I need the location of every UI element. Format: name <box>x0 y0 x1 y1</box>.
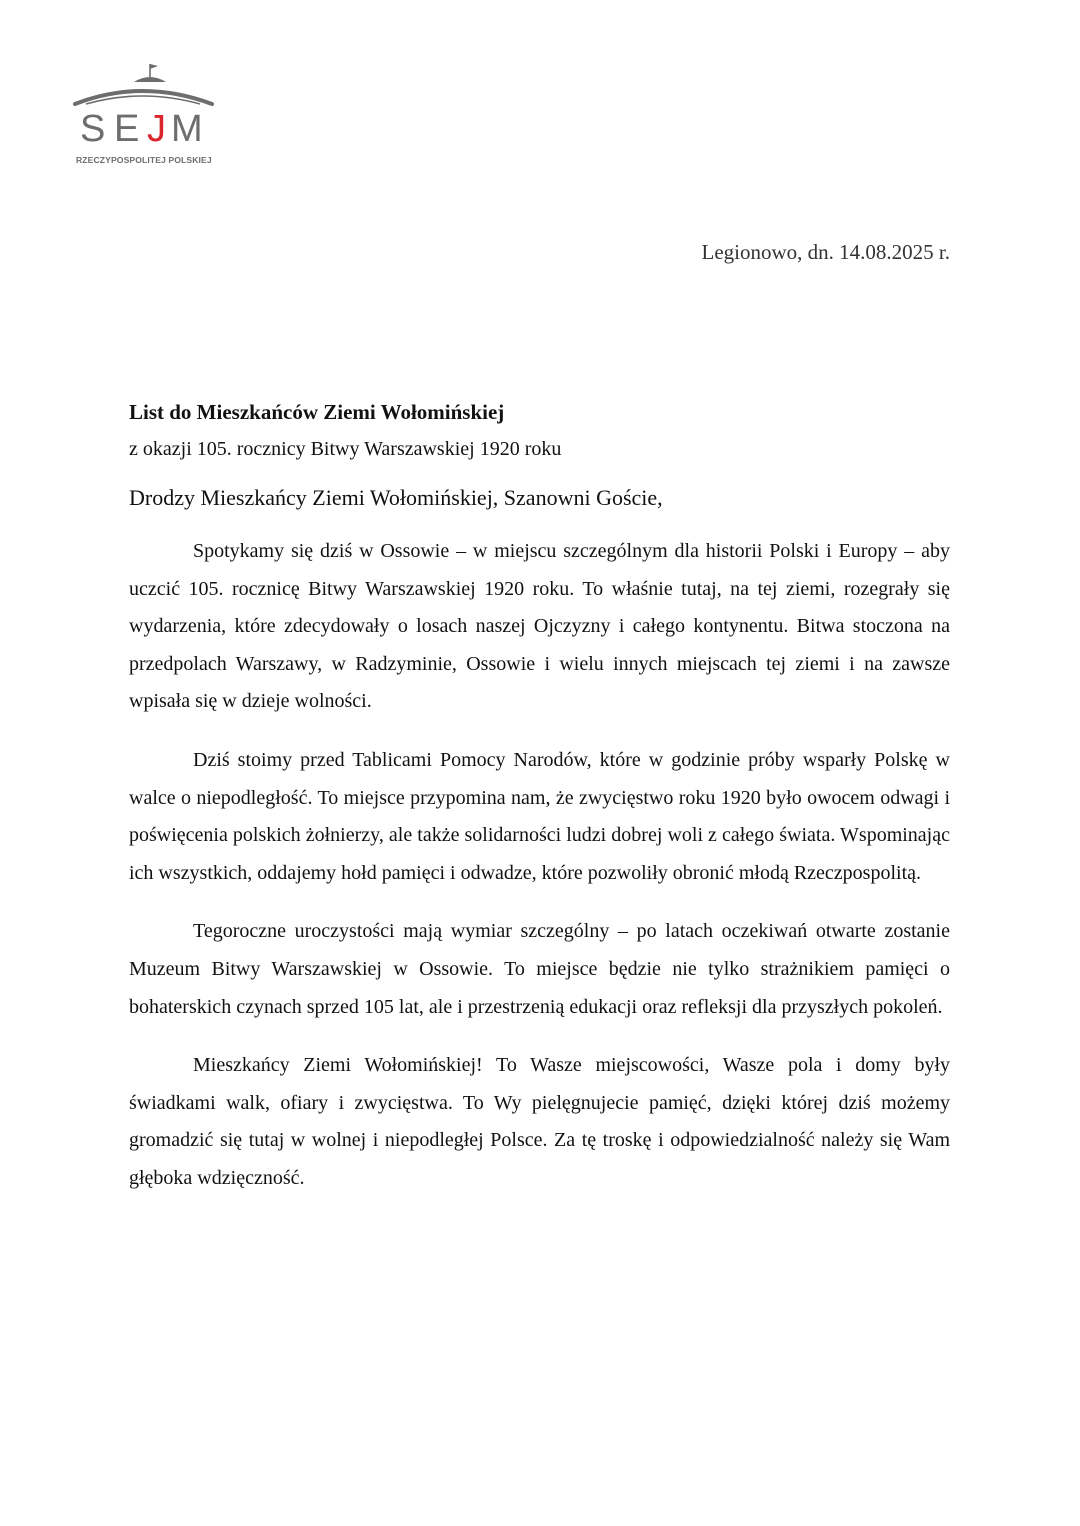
place-date: Legionowo, dn. 14.08.2025 r. <box>701 240 950 264</box>
paragraph-4: Mieszkańcy Ziemi Wołomińskiej! To Wasze miejscowości, Wasze pola i domy były świadkami walk, ofiary i zwycięstwa. To Wy pielęgnujecie pamięć, dzięki której dziś możemy gromadzić się tutaj w wolnej i niepodległej Polsce. Za tę troskę i odpowiedzialność należy się Wam głęboka wdzięczność. <box>129 1054 950 1189</box>
paragraph-2: Dziś stoimy przed Tablicami Pomocy Narodów, które w godzinie próby wsparły Polskę w walce o niepodległość. To miejsce przypomina nam, że zwycięstwo roku 1920 było owocem odwagi i poświęcenia polskich żołnierzy, ale także solidarności ludzi dobrej woli z całego świata. Wspominając ich wszystkich, oddajemy hołd pamięci i odwadze, które pozwoliły obronić młodą Rzeczpospolitą. <box>129 748 950 884</box>
sejm-logo <box>70 60 220 172</box>
paragraph-1: Spotykamy się dziś w Ossowie – w miejscu szczególnym dla historii Polski i Europy – aby uczcić 105. rocznicę Bitwy Warszawskiej 1920 roku. To właśnie tutaj, na tej ziemi, rozegrały się wydarzenia, które zdecydowały o losach naszej Ojczyzny i całego kontynentu. Bitwa stoczona na przedpolach Warszawy, w Radzyminie, Ossowie i wielu innych miejscach tej ziemi i na zawsze wpisała się w dzieje wolności. <box>129 540 950 713</box>
salutation: Drodzy Mieszkańcy Ziemi Wołomińskiej, Szanowni Goście, <box>129 485 663 510</box>
dome-icon <box>134 77 166 82</box>
logo-caption: RZECZYPOSPOLITEJ POLSKIEJ <box>76 155 212 165</box>
logo-letter-s: S <box>80 108 106 150</box>
letter-body <box>129 398 950 1198</box>
logo-letter-j: J <box>147 108 166 150</box>
logo-letter-e: E <box>114 108 140 150</box>
logo-letter-m: M <box>171 108 203 150</box>
flag-icon <box>150 64 158 69</box>
letter-title: List do Mieszkańców Ziemi Wołomińskiej <box>129 400 505 424</box>
sejm-emblem <box>70 60 220 155</box>
letter-subtitle: z okazji 105. rocznicy Bitwy Warszawskiej 1920 roku <box>129 438 562 460</box>
paragraph-3: Tegoroczne uroczystości mają wymiar szczególny – po latach oczekiwań otwarte zostanie Muzeum Bitwy Warszawskiej w Ossowie. To miejsce będzie nie tylko strażnikiem pamięci o bohaterskich czynach sprzed 105 lat, ale i przestrzenią edukacji oraz refleksji dla przyszłych pokoleń. <box>129 920 950 1018</box>
